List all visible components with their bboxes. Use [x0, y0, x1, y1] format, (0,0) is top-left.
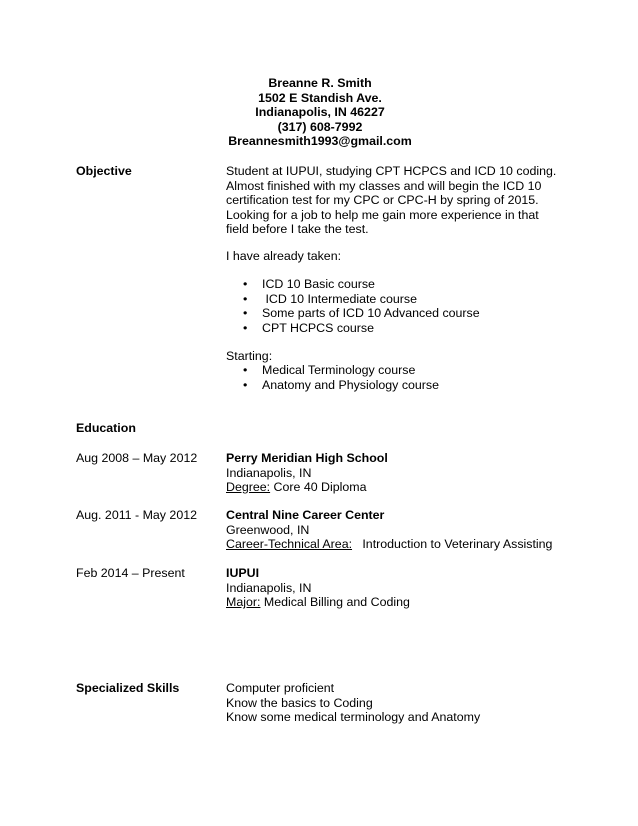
detail-value: Medical Billing and Coding [260, 595, 410, 609]
street-address: 1502 E Standish Ave. [258, 90, 382, 105]
applicant-name: Breanne R. Smith [268, 76, 372, 90]
bullet-icon: • [243, 377, 248, 392]
skill-item: Computer proficient [226, 681, 335, 695]
detail-value: Core 40 Diploma [270, 480, 367, 494]
skills-list [226, 681, 571, 725]
education-dates: Feb 2014 – Present [76, 566, 185, 580]
courses-taken-list [226, 277, 571, 335]
school-location: Greenwood, IN [226, 522, 310, 537]
objective-line: Student at IUPUI, studying CPT HCPCS and ICD 10 coding. [226, 164, 557, 178]
education-heading: Education [76, 421, 136, 435]
list-item: • CPT HCPCS course [243, 320, 375, 335]
objective-line: Almost finished with my classes and will begin the ICD 10 [226, 178, 542, 193]
city-state-zip: Indianapolis, IN 46227 [255, 105, 385, 119]
bullet-icon: • [243, 320, 248, 335]
skill-item: Know some medical terminology and Anatomy [226, 710, 481, 724]
skills-heading: Specialized Skills [76, 681, 180, 695]
school-name: IUPUI [226, 566, 260, 580]
list-item: • ICD 10 Basic course [243, 277, 375, 291]
bullet-icon: • [243, 291, 248, 306]
bullet-icon: • [243, 363, 248, 377]
education-dates: Aug. 2011 - May 2012 [76, 508, 198, 522]
objective-line: Looking for a job to help me gain more experience in that [226, 207, 539, 222]
courses-taken-label: I have already taken: [226, 249, 342, 263]
list-item: • Medical Terminology course [243, 363, 416, 377]
list-item: • Some parts of ICD 10 Advanced course [243, 306, 480, 320]
detail-label: Major: [226, 595, 261, 609]
skill-item: Know the basics to Coding [226, 695, 373, 710]
courses-starting-label: Starting: [226, 349, 273, 363]
bullet-icon: • [243, 306, 248, 320]
detail-label: Career-Technical Area: [226, 537, 353, 551]
list-item: • Anatomy and Physiology course [243, 377, 440, 392]
objective-line: certification test for my CPC or CPC-H by spring of 2015. [226, 193, 539, 207]
objective-heading: Objective [76, 164, 132, 178]
courses-starting-list [226, 363, 571, 392]
bullet-icon: • [243, 277, 248, 291]
school-name: Perry Meridian High School [226, 451, 388, 465]
objective-line: field before I take the test. [226, 222, 369, 236]
education-entry [226, 508, 571, 552]
education-dates: Aug 2008 – May 2012 [76, 451, 198, 465]
detail-label: Degree: [226, 480, 271, 494]
objective-text [226, 164, 571, 237]
list-item: • ICD 10 Intermediate course [243, 291, 417, 306]
education-entry [226, 451, 571, 495]
email-address: Breannesmith1993@gmail.com [228, 134, 412, 148]
phone-number: (317) 608-7992 [277, 119, 363, 134]
school-name: Central Nine Career Center [226, 508, 385, 522]
detail-value: Introduction to Veterinary Assisting [352, 537, 553, 551]
education-entry [226, 566, 571, 610]
school-location: Indianapolis, IN [226, 580, 312, 595]
school-location: Indianapolis, IN [226, 465, 312, 480]
contact-header [225, 76, 415, 149]
